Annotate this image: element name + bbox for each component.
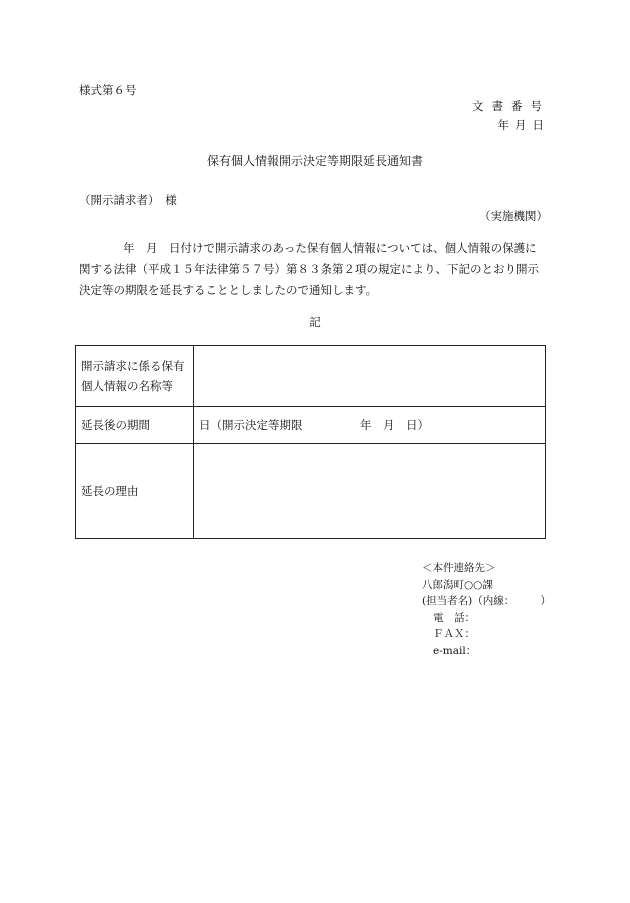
document-title: 保有個人情報開示決定等期限延長通知書 — [206, 154, 423, 168]
table-label: 個人情報の名称等 — [81, 379, 173, 393]
info-table — [75, 345, 546, 539]
notice-body-line: 決定等の期限を延長することとしましたので通知します。 — [79, 283, 378, 297]
notice-body-line: 関する法律（平成１５年法律第５７号）第８３条第２項の規定により、下記のとおり開示 — [79, 262, 539, 276]
contact-person: (担当者名)（内線： ） — [422, 595, 551, 607]
table-label: 開示請求に係る保有 — [81, 359, 185, 373]
agency-label: （実施機関） — [479, 209, 548, 223]
ki-heading: 記 — [309, 315, 321, 329]
table-row — [76, 346, 546, 407]
table-row — [76, 407, 546, 444]
document-number-label: 文書番号 — [472, 99, 550, 113]
requester-line: （開示請求者） 様 — [79, 193, 177, 207]
table-value-cell — [194, 444, 546, 539]
table-label-cell: 延長後の期間 — [76, 407, 194, 444]
contact-email: e-mail： — [433, 644, 477, 657]
table-row — [76, 444, 546, 539]
notice-body-line: 年 月 日付けで開示請求のあった保有個人情報については、個人情報の保護に — [123, 241, 537, 255]
contact-block — [422, 560, 551, 659]
table-value-cell: 日（開示決定等期限 年 月 日） — [194, 407, 546, 444]
contact-department: 八郎潟町○○課 — [422, 578, 493, 591]
table-value-cell — [194, 346, 546, 407]
table-label-cell: 延長の理由 — [76, 444, 194, 539]
contact-fax: ＦＡＸ： — [433, 628, 475, 640]
contact-phone: 電 話： — [433, 611, 475, 624]
form-number: 様式第６号 — [79, 83, 137, 97]
document-date-label: 年月日 — [497, 118, 550, 132]
table-label-cell — [76, 346, 194, 407]
contact-heading: ＜本件連絡先＞ — [422, 562, 496, 574]
notice-body — [79, 238, 553, 301]
